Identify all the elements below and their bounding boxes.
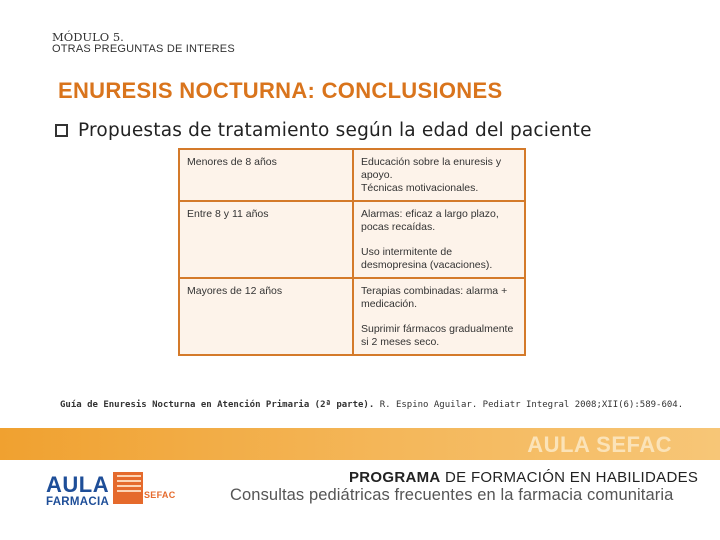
sefac-logo-lines-icon bbox=[117, 475, 141, 495]
bullet-point bbox=[55, 120, 592, 141]
treatment-item: Uso intermitente de desmopresina (vacaciones). bbox=[361, 246, 493, 271]
treatment-item: Educación sobre la enuresis y apoyo. bbox=[361, 156, 502, 181]
aula-farmacia-logo bbox=[46, 474, 109, 508]
age-cell: Menores de 8 años bbox=[179, 149, 353, 201]
footer-band bbox=[0, 428, 720, 460]
module-subtitle: OTRAS PREGUNTAS DE INTERES bbox=[52, 43, 235, 55]
reference-citation bbox=[60, 400, 683, 410]
bullet-text: Propuestas de tratamiento según la edad del paciente bbox=[78, 120, 592, 141]
reference-authors: R. Espino Aguilar. Pediatr Integral 2008;XII(6):589-604. bbox=[374, 400, 684, 410]
table-row bbox=[179, 278, 525, 355]
program-subtitle: Consultas pediátricas frecuentes en la farmacia comunitaria bbox=[230, 486, 674, 504]
treatment-cell bbox=[353, 149, 525, 201]
band-label: AULA SEFAC bbox=[527, 432, 672, 457]
program-bold: PROGRAMA bbox=[349, 469, 441, 486]
logo-aula-text: AULA bbox=[46, 472, 110, 497]
sefac-logo-text: SEFAC bbox=[144, 490, 176, 500]
age-cell: Entre 8 y 11 años bbox=[179, 201, 353, 278]
treatment-cell bbox=[353, 201, 525, 278]
table-row bbox=[179, 201, 525, 278]
module-label: MÓDULO 5. bbox=[52, 30, 124, 44]
treatment-cell bbox=[353, 278, 525, 355]
treatment-item: Terapias combinadas: alarma + medicación. bbox=[361, 285, 508, 310]
slide-title: ENURESIS NOCTURNA: CONCLUSIONES bbox=[58, 78, 503, 103]
checkbox-bullet-icon bbox=[55, 124, 68, 137]
treatment-table bbox=[178, 148, 526, 356]
table-row bbox=[179, 149, 525, 201]
treatment-item: Técnicas motivacionales. bbox=[361, 182, 479, 194]
program-rest: DE FORMACIÓN EN HABILIDADES bbox=[440, 469, 699, 486]
logo-farmacia-text: FARMACIA bbox=[46, 496, 110, 508]
age-cell: Mayores de 12 años bbox=[179, 278, 353, 355]
treatment-item: Alarmas: eficaz a largo plazo, pocas recaídas. bbox=[361, 208, 499, 233]
treatment-item: Suprimir fármacos gradualmente si 2 meses seco. bbox=[361, 323, 514, 348]
program-title bbox=[349, 469, 698, 486]
reference-title: Guía de Enuresis Nocturna en Atención Primaria (2ª parte). bbox=[60, 400, 375, 410]
